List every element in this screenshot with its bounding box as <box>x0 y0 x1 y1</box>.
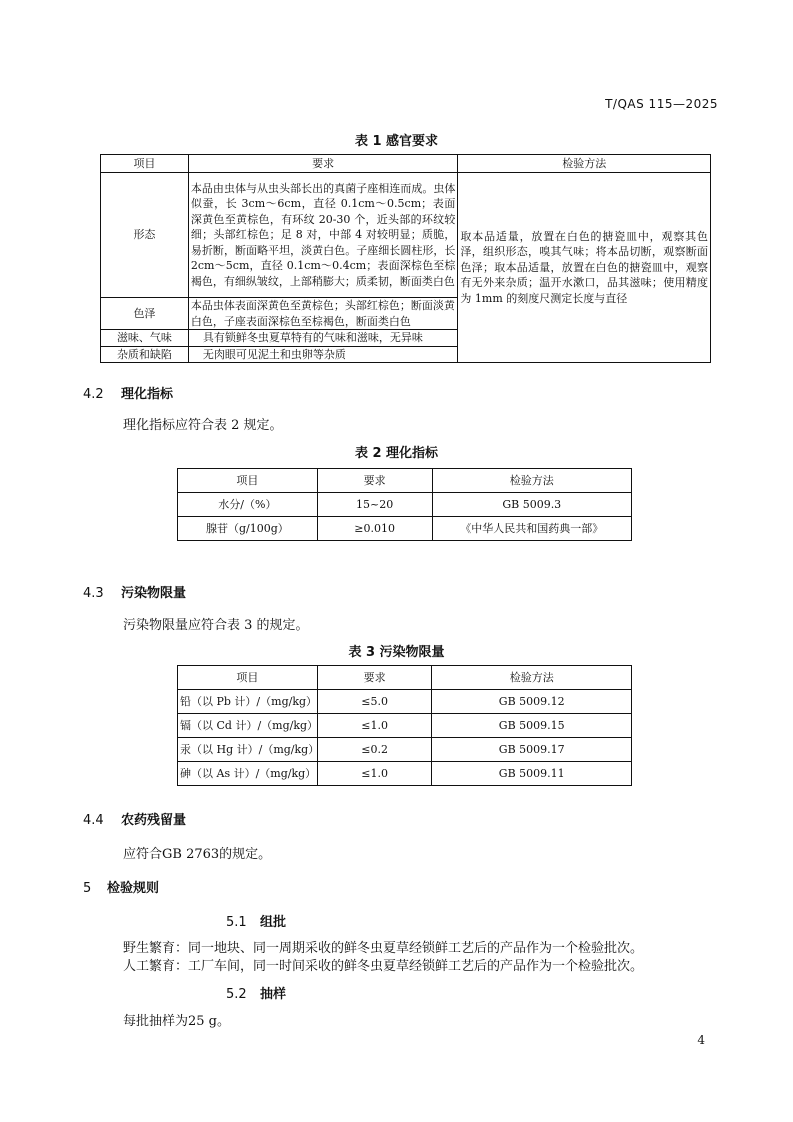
table1-header-item: 项目 <box>101 155 189 173</box>
table3-cell: 铅（以 Pb 计）/（mg/kg） <box>178 690 318 714</box>
table2-cell: 15~20 <box>317 493 432 517</box>
table1-header-method: 检验方法 <box>458 155 711 173</box>
table3-cell: 镉（以 Cd 计）/（mg/kg） <box>178 714 318 738</box>
document-id: T/QAS 115—2025 <box>605 97 718 111</box>
section-5-1-line1: 野生繁育：同一地块、同一周期采收的鲜冬虫夏草经锁鲜工艺后的产品作为一个检验批次。 <box>123 941 644 956</box>
table1-cell-item: 形态 <box>101 173 189 298</box>
table3-cell: ≤1.0 <box>317 714 432 738</box>
section-number: 4.3 <box>83 586 104 601</box>
table3-cell: ≤0.2 <box>317 738 432 762</box>
section-title: 污染物限量 <box>121 586 187 601</box>
section-4-3-text: 污染物限量应符合表 3 的规定。 <box>123 618 309 633</box>
table1-cell-item: 滋味、气味 <box>101 330 189 347</box>
table1-cell-item: 杂质和缺陷 <box>101 346 189 363</box>
table-row <box>178 762 632 786</box>
table3-cell: GB 5009.12 <box>432 690 632 714</box>
table-row <box>178 690 632 714</box>
section-5-1-line2: 人工繁育：工厂车间，同一时间采收的鲜冬虫夏草经锁鲜工艺后的产品作为一个检验批次。 <box>123 959 644 974</box>
section-title: 理化指标 <box>121 387 174 402</box>
table1-cell-req: 无肉眼可见泥土和虫卵等杂质 <box>188 346 458 363</box>
table3-cell: GB 5009.15 <box>432 714 632 738</box>
table2-cell: 《中华人民共和国药典一部》 <box>432 517 631 541</box>
section-title: 农药残留量 <box>121 813 187 828</box>
section-5-2-text: 每批抽样为25 g。 <box>123 1014 230 1029</box>
table1-cell-req: 本品虫体表面深黄色至黄棕色；头部红棕色；断面淡黄白色，子座表面深棕色至棕褐色，断面类白色 <box>188 298 458 330</box>
section-4-3-heading <box>83 582 186 601</box>
table3-cell: GB 5009.11 <box>432 762 632 786</box>
table-row <box>178 517 632 541</box>
section-number: 4.4 <box>83 813 104 828</box>
table3-cell: ≤5.0 <box>317 690 432 714</box>
table3-cell: 汞（以 Hg 计）/（mg/kg） <box>178 738 318 762</box>
table3-cell: 砷（以 As 计）/（mg/kg） <box>178 762 318 786</box>
section-number: 5.2 <box>226 987 247 1002</box>
section-5-heading <box>83 877 159 896</box>
table1-header-req: 要求 <box>188 155 458 173</box>
table3 <box>177 665 632 786</box>
table1-title: 表 1 感官要求 <box>354 134 439 149</box>
table3-cell: GB 5009.17 <box>432 738 632 762</box>
table2 <box>177 468 632 541</box>
table1-cell-method: 取本品适量，放置在白色的搪瓷皿中，观察其色泽，组织形态，嗅其气味；将本品切断，观察断面色泽；取本品适量，放置在白色的搪瓷皿中，观察有无外来杂质；温开水漱口，品其滋味；使用精度为 1mm 的刻度尺测定长度与直径 <box>458 173 711 363</box>
section-title: 抽样 <box>260 987 287 1002</box>
table1 <box>100 154 711 363</box>
section-number: 4.2 <box>83 387 104 402</box>
section-5-2-heading <box>226 983 286 1002</box>
section-4-4-heading <box>83 809 186 828</box>
table3-header-req: 要求 <box>317 666 432 690</box>
table2-cell: 腺苷（g/100g） <box>178 517 318 541</box>
table1-cell-item: 色泽 <box>101 298 189 330</box>
table2-title: 表 2 理化指标 <box>354 446 439 461</box>
section-5-1-heading <box>226 911 286 930</box>
table2-header-req: 要求 <box>317 469 432 493</box>
section-4-4-text: 应符合GB 2763的规定。 <box>123 847 272 862</box>
section-title: 组批 <box>260 915 287 930</box>
section-number: 5 <box>83 881 92 896</box>
table-row <box>178 493 632 517</box>
table2-header-item: 项目 <box>178 469 318 493</box>
section-4-2-text: 理化指标应符合表 2 规定。 <box>123 418 283 433</box>
table2-cell: ≥0.010 <box>317 517 432 541</box>
table2-header-method: 检验方法 <box>432 469 631 493</box>
table3-title: 表 3 污染物限量 <box>348 645 445 660</box>
section-number: 5.1 <box>226 915 247 930</box>
section-title: 检验规则 <box>107 881 160 896</box>
table-row <box>178 738 632 762</box>
table2-cell: GB 5009.3 <box>432 493 631 517</box>
page-number: 4 <box>697 1033 705 1047</box>
table1-cell-req: 本品由虫体与从虫头部长出的真菌子座相连而成。虫体似蚕，长 3cm～6cm，直径 0.1cm～0.5cm；表面深黄色至黄棕色，有环纹 20-30 个，近头部的环纹较细；头部红棕色；足 8 对，中部 4 对较明显；质脆，易折断，断面略平坦，淡黄白色。子座细长圆柱形，长 2cm～5cm，直径 0.1cm～0.4cm；表面深棕色至棕褐色，有细纵皱纹，上部稍膨大；质柔韧，断面类白色 <box>188 173 458 298</box>
table1-cell-req: 具有锁鲜冬虫夏草特有的气味和滋味，无异味 <box>188 330 458 347</box>
table3-cell: ≤1.0 <box>317 762 432 786</box>
table3-header-item: 项目 <box>178 666 318 690</box>
table2-cell: 水分/（%） <box>178 493 318 517</box>
section-4-2-heading <box>83 383 173 402</box>
table-row <box>178 714 632 738</box>
table3-header-method: 检验方法 <box>432 666 632 690</box>
